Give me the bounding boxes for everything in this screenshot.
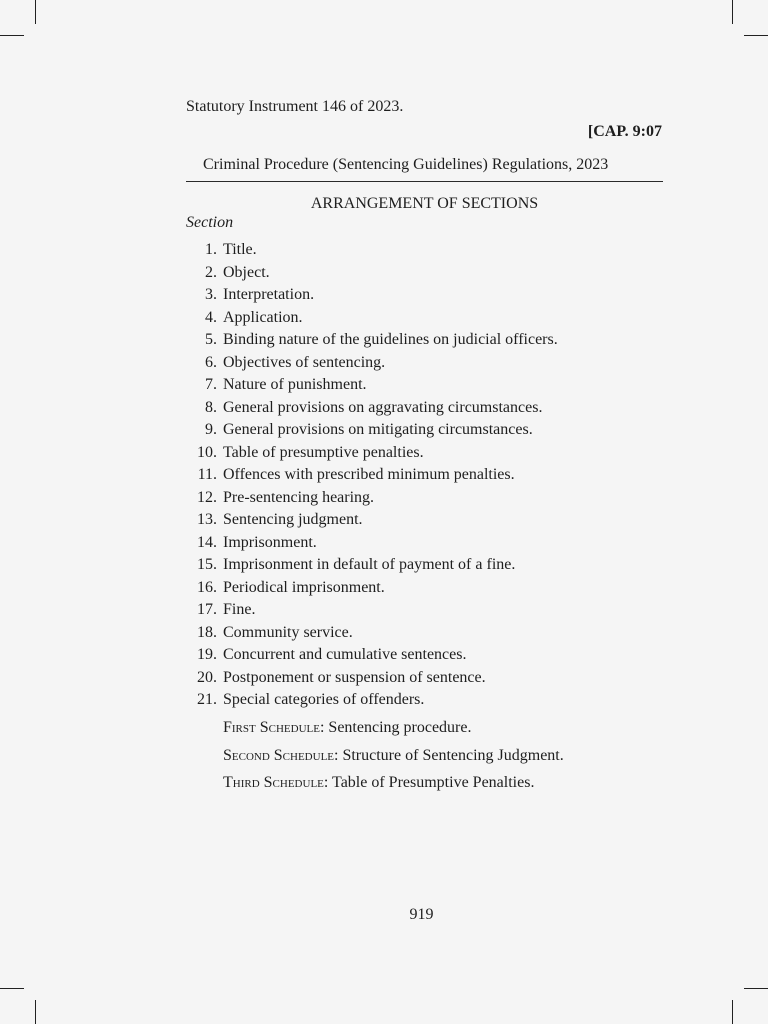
chapter-reference: [CAP. 9:07: [587, 123, 662, 140]
section-entry: [186, 353, 558, 376]
section-title: Imprisonment.: [223, 533, 317, 551]
section-entry: [186, 690, 558, 713]
section-title: Imprisonment in default of payment of a fine.: [223, 556, 516, 573]
crop-mark-bottom-left-vertical: [35, 1000, 36, 1024]
section-entry: [186, 600, 558, 623]
section-title: Special categories of offenders.: [223, 691, 425, 708]
section-title: Application.: [223, 308, 303, 326]
section-number: 20.: [197, 668, 217, 686]
section-number: 13.: [197, 511, 217, 528]
section-number: 21.: [197, 691, 217, 708]
schedule-name: First Schedule: [223, 719, 320, 736]
schedule-entry: [223, 773, 564, 801]
section-number: 3.: [205, 286, 217, 303]
arrangement-heading: ARRANGEMENT OF SECTIONS: [310, 195, 539, 212]
section-entry: [186, 240, 558, 263]
section-title: Pre-sentencing hearing.: [223, 488, 375, 506]
section-title: Offences with prescribed minimum penalties.: [223, 466, 515, 483]
section-title: Sentencing judgment.: [223, 511, 363, 528]
crop-mark-top-left-horizontal: [0, 35, 24, 36]
section-number: 8.: [205, 398, 217, 416]
section-entry: [186, 308, 558, 331]
crop-mark-bottom-right-horizontal: [744, 988, 768, 989]
section-number: 19.: [197, 646, 217, 663]
section-column-label: Section: [186, 214, 234, 231]
section-title: Fine.: [223, 601, 256, 618]
schedules-list: [223, 718, 564, 801]
crop-mark-top-left-vertical: [35, 0, 36, 24]
section-entry: [186, 465, 558, 488]
section-number: 18.: [197, 623, 217, 641]
crop-mark-bottom-right-vertical: [732, 1000, 733, 1024]
section-number: 4.: [205, 308, 217, 326]
section-entry: [186, 510, 558, 533]
section-entry: [186, 623, 558, 646]
section-title: Binding nature of the guidelines on judicial officers.: [223, 331, 558, 348]
schedule-title: : Structure of Sentencing Judgment.: [334, 746, 564, 764]
section-entry: [186, 375, 558, 398]
section-title: General provisions on mitigating circumstances.: [223, 421, 533, 438]
section-title: Objectives of sentencing.: [223, 353, 386, 371]
section-entry: [186, 488, 558, 511]
section-entry: [186, 645, 558, 668]
section-entry: [186, 668, 558, 691]
section-number: 11.: [197, 466, 217, 483]
section-number: 14.: [197, 533, 217, 551]
section-number: 12.: [197, 488, 217, 506]
section-entry: [186, 555, 558, 578]
section-number: 16.: [197, 578, 217, 596]
section-entry: [186, 420, 558, 443]
section-entry: [186, 263, 558, 286]
section-number: 5.: [205, 331, 217, 348]
header-divider: [186, 181, 663, 182]
section-title: Periodical imprisonment.: [223, 578, 385, 596]
section-number: 7.: [205, 376, 217, 393]
section-entry: [186, 398, 558, 421]
section-title: Community service.: [223, 623, 353, 641]
regulation-title: Criminal Procedure (Sentencing Guidelines) Regulations, 2023: [203, 156, 609, 173]
section-title: Title.: [223, 241, 257, 258]
section-title: General provisions on aggravating circumstances.: [223, 398, 543, 416]
section-title: Concurrent and cumulative sentences.: [223, 646, 467, 663]
section-title: Nature of punishment.: [223, 376, 367, 393]
section-title: Interpretation.: [223, 286, 315, 303]
schedule-name: Second Schedule: [223, 746, 335, 764]
section-number: 15.: [197, 556, 217, 573]
schedule-title: : Sentencing procedure.: [319, 719, 472, 736]
section-title: Object.: [223, 263, 270, 281]
crop-mark-top-right-horizontal: [744, 35, 768, 36]
section-title: Postponement or suspension of sentence.: [223, 668, 486, 686]
crop-mark-bottom-left-horizontal: [0, 988, 24, 989]
section-number: 10.: [197, 443, 217, 461]
section-entry: [186, 578, 558, 601]
page-number: 919: [409, 906, 434, 923]
sections-list: [186, 240, 558, 713]
section-number: 17.: [197, 601, 217, 618]
section-title: Table of presumptive penalties.: [223, 443, 424, 461]
section-number: 1.: [205, 241, 217, 258]
schedule-entry: [223, 746, 564, 774]
section-number: 6.: [205, 353, 217, 371]
section-entry: [186, 285, 558, 308]
schedule-title: : Table of Presumptive Penalties.: [323, 774, 535, 791]
section-number: 9.: [205, 421, 217, 438]
schedule-name: Third Schedule: [223, 774, 324, 791]
section-number: 2.: [205, 263, 217, 281]
section-entry: [186, 330, 558, 353]
section-entry: [186, 443, 558, 466]
crop-mark-top-right-vertical: [732, 0, 733, 24]
section-entry: [186, 533, 558, 556]
statutory-instrument-line: Statutory Instrument 146 of 2023.: [186, 98, 404, 115]
schedule-entry: [223, 718, 564, 746]
